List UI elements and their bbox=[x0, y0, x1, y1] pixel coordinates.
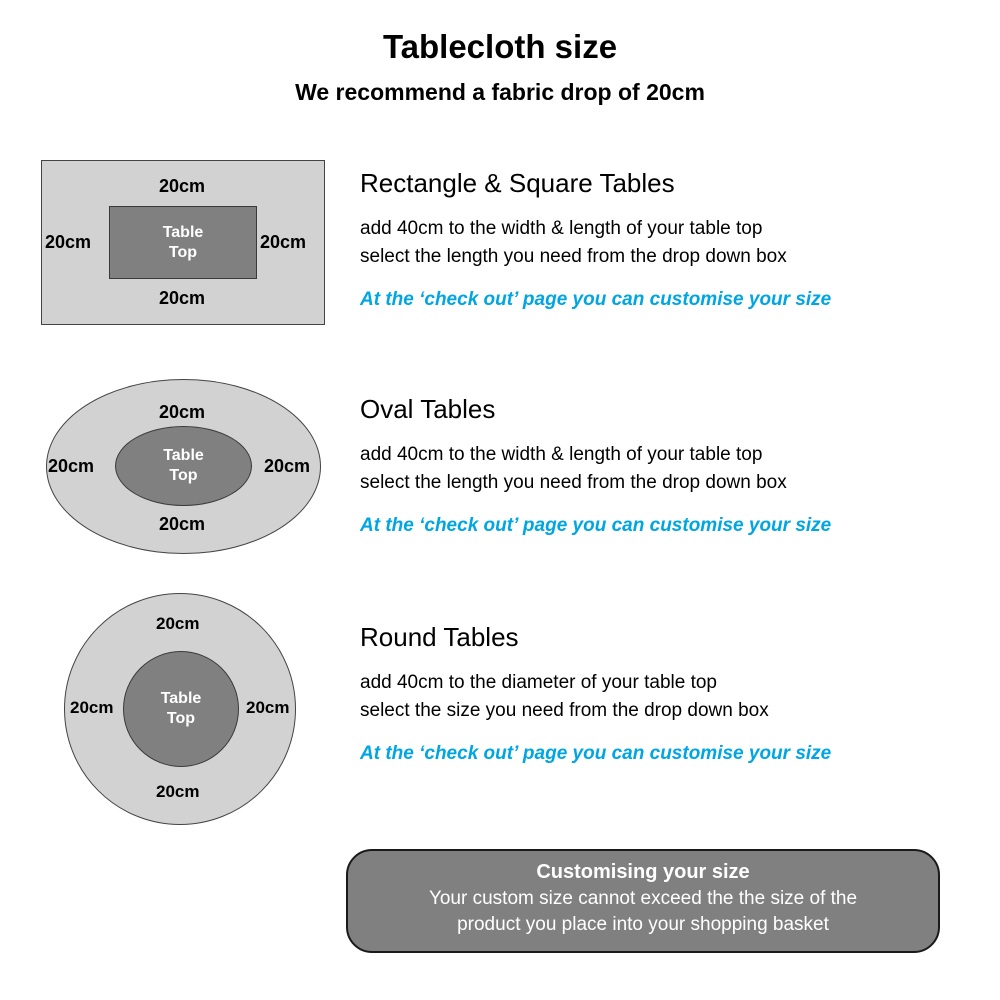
table-top-label-line1: Table bbox=[163, 447, 204, 464]
footer-line-2: product you place into your shopping basket bbox=[457, 914, 829, 935]
rectangle-line-1: add 40cm to the width & length of your table top bbox=[360, 218, 763, 239]
page-title: Tablecloth size bbox=[382, 28, 618, 65]
page-subtitle: We recommend a fabric drop of 20cm bbox=[295, 79, 705, 105]
table-top-label-line2: Top bbox=[166, 710, 196, 727]
footer-title: Customising your size bbox=[536, 861, 750, 883]
round-drop-top: 20cm bbox=[156, 614, 200, 633]
oval-table-top-shape bbox=[115, 426, 252, 506]
round-table-top-shape bbox=[123, 651, 239, 767]
oval-drop-top: 20cm bbox=[159, 402, 206, 422]
rectangle-drop-left: 20cm bbox=[45, 232, 92, 252]
round-note: At the ‘check out’ page you can customise your size bbox=[360, 743, 832, 764]
rectangle-drop-top: 20cm bbox=[159, 176, 206, 196]
round-drop-left: 20cm bbox=[70, 698, 114, 717]
oval-line-2: select the length you need from the drop down box bbox=[360, 472, 787, 493]
rectangle-text-block bbox=[360, 168, 980, 311]
rectangle-line-2: select the length you need from the drop down box bbox=[360, 246, 787, 267]
oval-drop-bottom: 20cm bbox=[159, 514, 206, 534]
oval-drop-right: 20cm bbox=[264, 456, 311, 476]
round-text-block bbox=[360, 622, 980, 765]
round-heading: Round Tables bbox=[360, 622, 519, 652]
rectangle-note: At the ‘check out’ page you can customise your size bbox=[360, 289, 832, 310]
round-line-2: select the size you need from the drop down box bbox=[360, 700, 769, 721]
footer-line-1: Your custom size cannot exceed the the size of the bbox=[428, 888, 858, 909]
oval-table-diagram bbox=[46, 379, 321, 554]
round-drop-right: 20cm bbox=[246, 698, 290, 717]
round-line-1: add 40cm to the diameter of your table top bbox=[360, 672, 717, 693]
rectangle-table-top-shape bbox=[109, 206, 257, 279]
oval-heading: Oval Tables bbox=[360, 394, 496, 424]
oval-text-block bbox=[360, 394, 980, 537]
rectangle-drop-bottom: 20cm bbox=[159, 288, 206, 308]
customising-size-callout bbox=[346, 849, 940, 953]
table-top-label-line1: Table bbox=[160, 690, 202, 707]
round-drop-bottom: 20cm bbox=[156, 782, 200, 801]
oval-note: At the ‘check out’ page you can customise your size bbox=[360, 515, 832, 536]
oval-drop-left: 20cm bbox=[48, 456, 95, 476]
rectangle-heading: Rectangle & Square Tables bbox=[360, 168, 675, 198]
table-top-label-line2: Top bbox=[169, 467, 198, 484]
rectangle-table-diagram bbox=[41, 160, 325, 325]
table-top-label-line1: Table bbox=[162, 223, 204, 241]
table-top-label-line2: Top bbox=[168, 243, 198, 261]
page-header bbox=[0, 0, 1000, 106]
oval-line-1: add 40cm to the width & length of your table top bbox=[360, 444, 763, 465]
rectangle-drop-right: 20cm bbox=[260, 232, 307, 252]
round-table-diagram bbox=[64, 593, 296, 825]
